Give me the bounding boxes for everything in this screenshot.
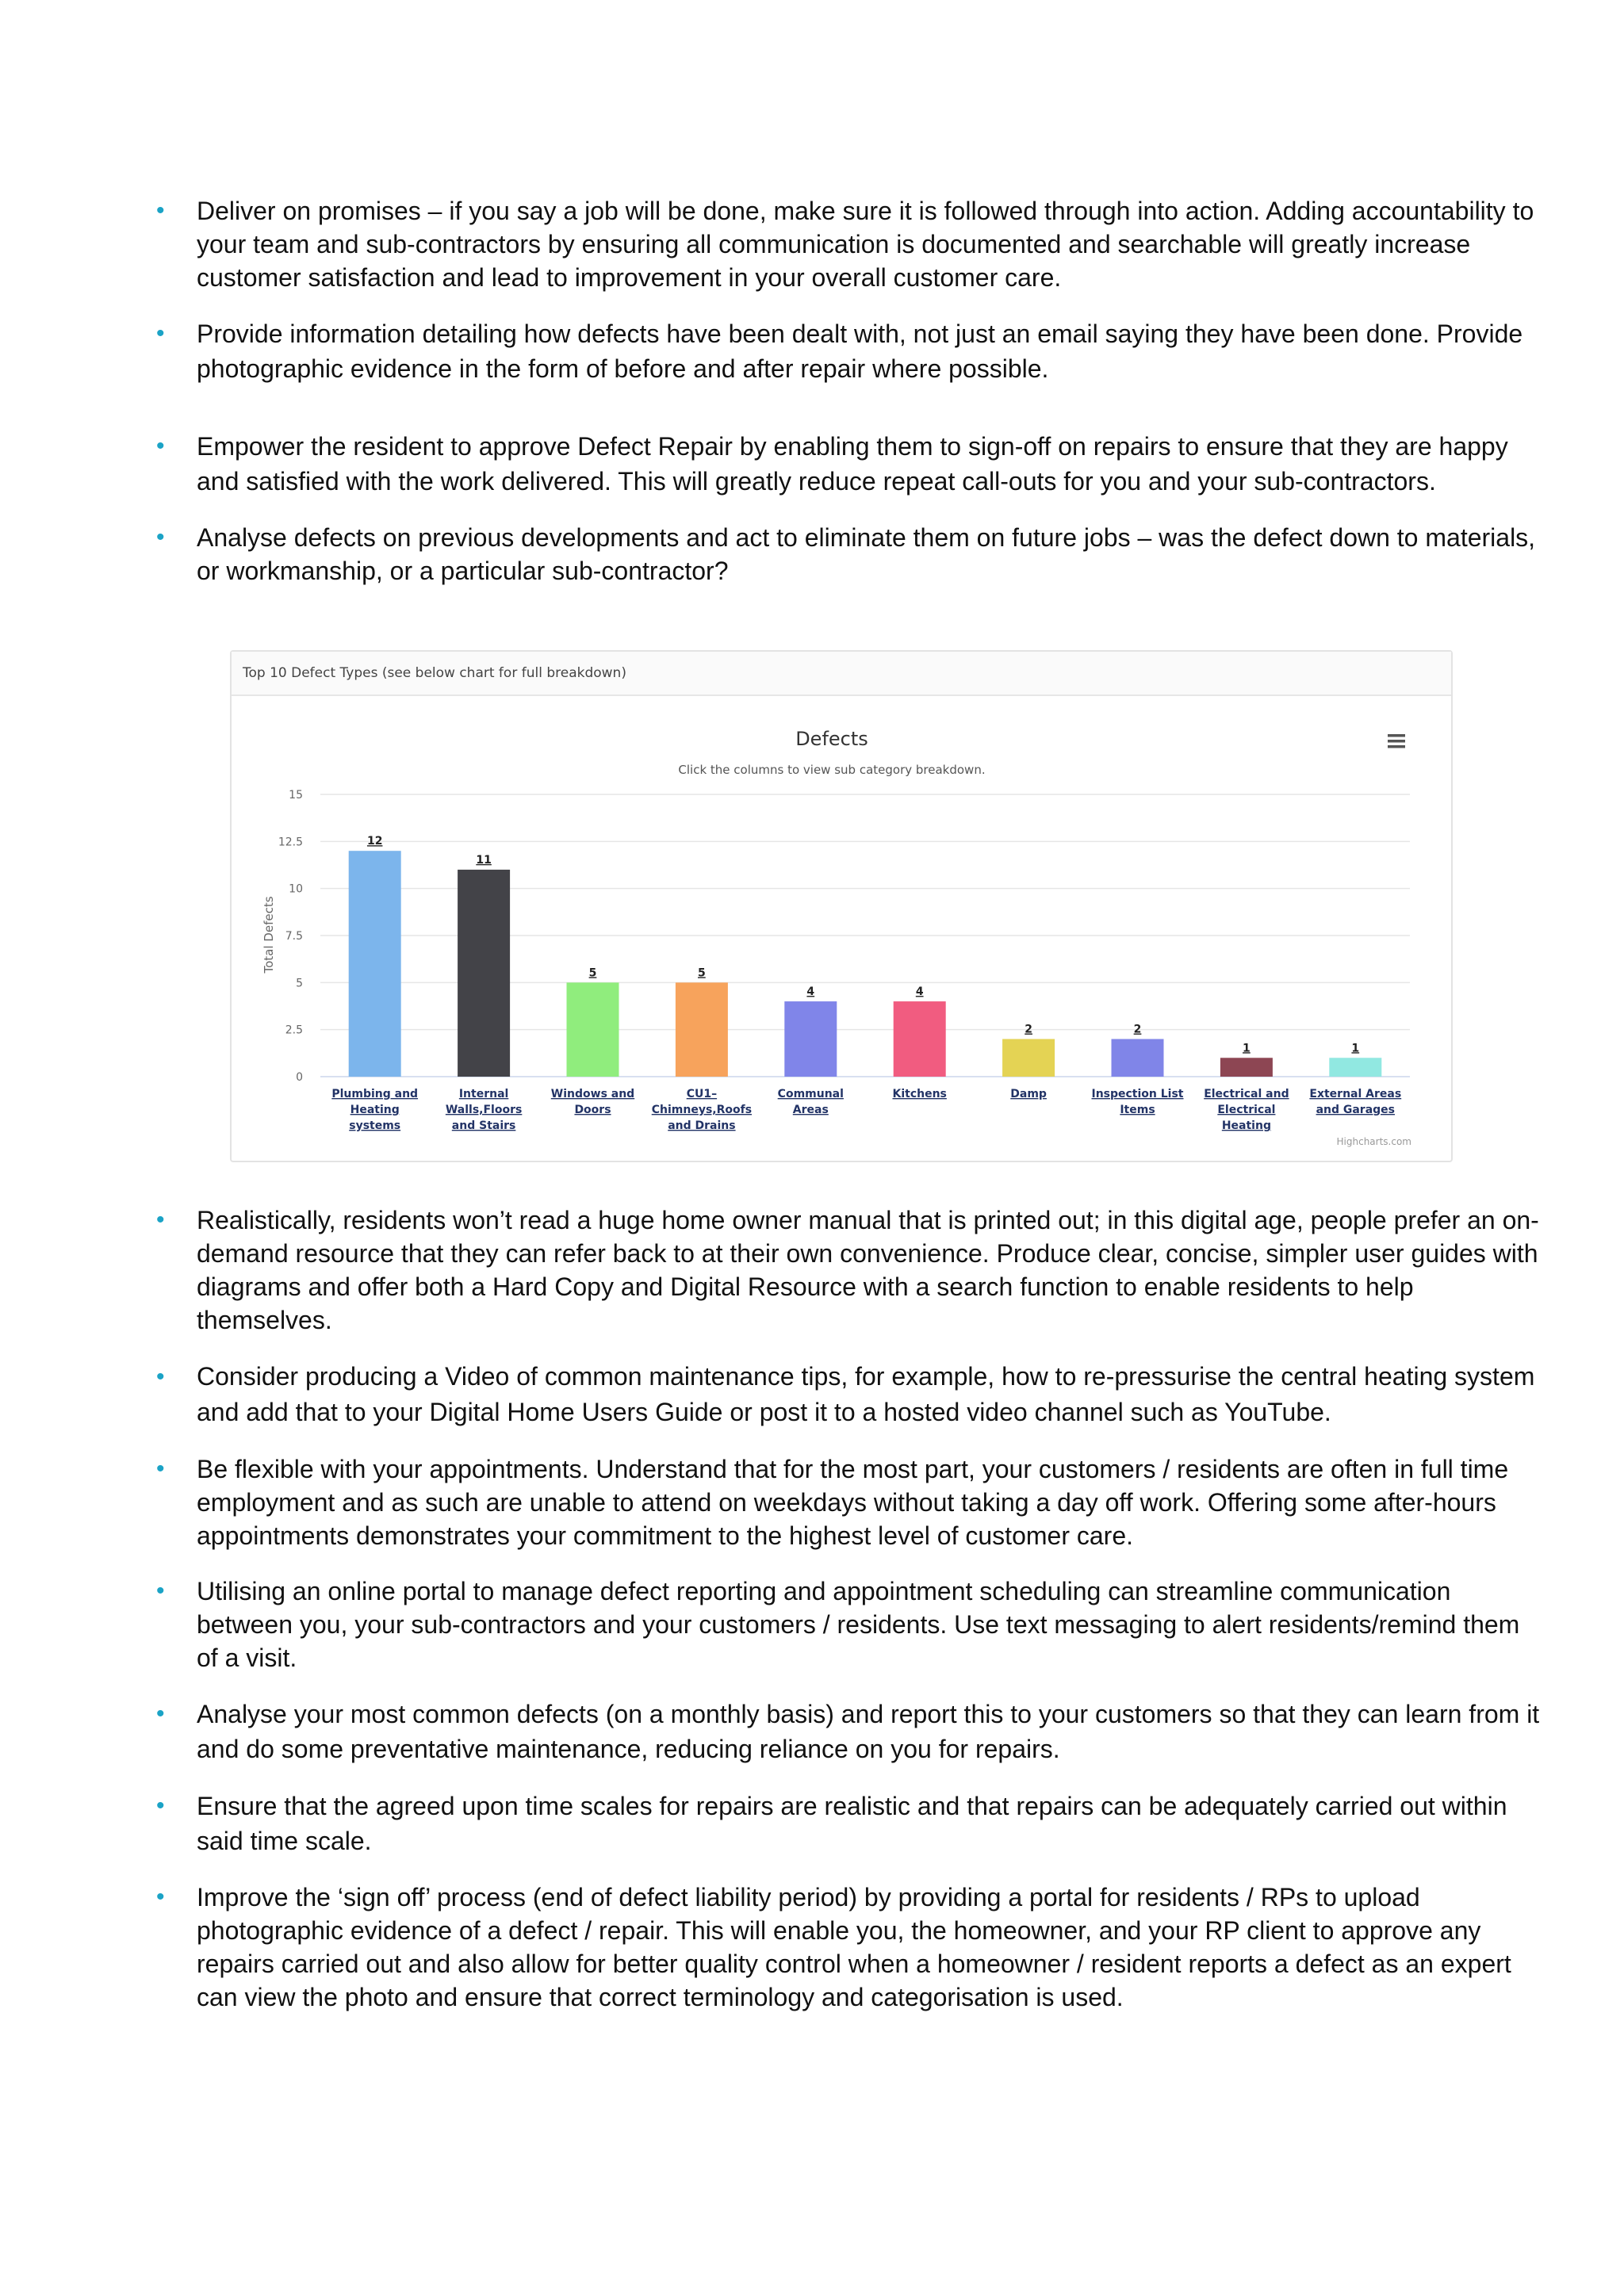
bullet-item bbox=[156, 1452, 1540, 1552]
x-tick-label[interactable]: Areas bbox=[792, 1104, 829, 1116]
data-label: 1 bbox=[1351, 1042, 1360, 1055]
x-tick-label[interactable]: Damp bbox=[1010, 1088, 1047, 1100]
x-tick-label[interactable]: Heating bbox=[350, 1104, 400, 1116]
bullet-icon: • bbox=[156, 197, 165, 224]
x-tick-label[interactable]: Walls,Floors bbox=[445, 1104, 523, 1116]
bullet-icon: • bbox=[156, 524, 165, 550]
bullet-text: Deliver on promises – if you say a job will be done, make sure it is followed through into action. Adding accountability to your team and sub-contractors by ensuring all communication is documented and searchable will greatly increase customer satisfaction and lead to improvement in your overall customer care. bbox=[197, 197, 1534, 292]
x-tick-label[interactable]: Plumbing and bbox=[331, 1088, 419, 1100]
bar[interactable] bbox=[458, 870, 510, 1077]
bullet-icon: • bbox=[156, 1701, 165, 1727]
bullet-text: Provide information detailing how defects have been dealt with, not just an email saying they have been done. Provide photographic evidence in the form of before and after repair where possible. bbox=[197, 320, 1523, 383]
bullet-icon: • bbox=[156, 1884, 165, 1910]
chart-panel-header: Top 10 Defect Types (see below chart for full breakdown) bbox=[232, 652, 1451, 696]
bullet-icon: • bbox=[156, 1207, 165, 1233]
x-tick-label[interactable]: Inspection List bbox=[1091, 1088, 1184, 1100]
bullet-icon: • bbox=[156, 1364, 165, 1390]
bullet-icon: • bbox=[156, 320, 165, 346]
bar[interactable] bbox=[1002, 1039, 1055, 1077]
bullet-text: Ensure that the agreed upon time scales for repairs are realistic and that repairs can be adequately carried out within said time scale. bbox=[197, 1792, 1507, 1855]
data-label: 4 bbox=[915, 985, 924, 999]
bullet-item bbox=[156, 1359, 1540, 1430]
chart-title: Defects bbox=[795, 728, 868, 750]
x-tick-label[interactable]: Items bbox=[1120, 1104, 1155, 1116]
x-tick-label[interactable]: Doors bbox=[574, 1104, 611, 1116]
data-label: 12 bbox=[366, 835, 383, 848]
bullet-item bbox=[156, 194, 1540, 294]
bullet-item bbox=[156, 1881, 1540, 2014]
bullet-text: Realistically, residents won’t read a huge home owner manual that is printed out; in this digital age, people prefer an on-demand resource that they can refer back to at their own convenience. Produce clear, concise, simpler user guides with diagrams and offer both a Hard Copy and Digital Resource with a search function to enable residents to help themselves. bbox=[197, 1206, 1539, 1334]
y-tick-label: 15 bbox=[289, 789, 303, 802]
bar[interactable] bbox=[1329, 1058, 1381, 1077]
bullet-list-top bbox=[156, 194, 1540, 587]
bullet-list-bottom bbox=[156, 1203, 1540, 2036]
x-tick-label[interactable]: Electrical bbox=[1217, 1104, 1276, 1116]
data-label: 5 bbox=[588, 966, 597, 980]
bullet-text: Analyse defects on previous developments and act to eliminate them on future jobs – was the defect down to materials, or workmanship, or a particular sub-contractor? bbox=[197, 523, 1536, 585]
chart-panel bbox=[230, 650, 1453, 1162]
bullet-item bbox=[156, 1697, 1540, 1766]
bar[interactable] bbox=[784, 1001, 837, 1077]
bar[interactable] bbox=[1220, 1058, 1273, 1077]
bullet-text: Be flexible with your appointments. Understand that for the most part, your customers / residents are often in full time employment and as such are unable to attend on weekdays without taking a day off work. Offering some after-hours appointments demonstrates your commitment to the highest level of customer care. bbox=[197, 1455, 1509, 1550]
data-label: 4 bbox=[806, 985, 815, 999]
bar[interactable] bbox=[349, 851, 401, 1077]
bullet-item bbox=[156, 1575, 1540, 1674]
y-tick-label: 2.5 bbox=[285, 1024, 303, 1037]
defects-chart bbox=[232, 652, 1451, 1161]
x-tick-label[interactable]: Chimneys,Roofs bbox=[651, 1104, 753, 1116]
chart-subtitle: Click the columns to view sub category breakdown. bbox=[678, 763, 986, 777]
bar[interactable] bbox=[894, 1001, 946, 1077]
y-tick-label: 10 bbox=[289, 882, 303, 896]
x-tick-label[interactable]: Communal bbox=[777, 1088, 844, 1100]
bullet-item bbox=[156, 316, 1540, 386]
data-label: 5 bbox=[698, 966, 706, 980]
bar[interactable] bbox=[676, 982, 728, 1077]
data-label: 2 bbox=[1025, 1023, 1032, 1036]
bar[interactable] bbox=[567, 982, 619, 1077]
x-tick-label[interactable]: and Drains bbox=[668, 1119, 736, 1132]
x-tick-label[interactable]: systems bbox=[349, 1119, 401, 1132]
bullet-text: Analyse your most common defects (on a monthly basis) and report this to your customers so that they can learn from it and do some preventative maintenance, reducing reliance on you for repairs. bbox=[197, 1700, 1540, 1763]
x-tick-label[interactable]: Windows and bbox=[550, 1088, 635, 1100]
x-tick-label[interactable]: Internal bbox=[458, 1088, 509, 1100]
bullet-icon: • bbox=[156, 1578, 165, 1604]
data-label: 11 bbox=[476, 853, 492, 867]
bullet-text: Improve the ‘sign off’ process (end of defect liability period) by providing a portal for residents / RPs to upload photographic evidence of a defect / repair. This will enable you, the homeowner, and your RP client to approve any repairs carried out and also allow for better quality control when a homeowner / resident reports a defect as an expert can view the photo and ensure that correct terminology and categorisation is used. bbox=[197, 1883, 1511, 2011]
y-tick-label: 12.5 bbox=[278, 836, 303, 849]
x-tick-label[interactable]: Electrical and bbox=[1204, 1088, 1289, 1100]
chart-credit: Highcharts.com bbox=[1336, 1136, 1411, 1147]
bullet-item bbox=[156, 429, 1540, 499]
y-tick-label: 5 bbox=[296, 977, 303, 990]
data-label: 2 bbox=[1133, 1023, 1142, 1036]
bullet-text: Consider producing a Video of common maintenance tips, for example, how to re-pressurise the central heating system and add that to your Digital Home Users Guide or post it to a hosted video channel such as YouTube. bbox=[197, 1362, 1535, 1426]
x-tick-label[interactable]: Heating bbox=[1221, 1119, 1271, 1132]
bullet-icon: • bbox=[156, 433, 165, 459]
bar[interactable] bbox=[1112, 1039, 1164, 1077]
bullet-text: Empower the resident to approve Defect Repair by enabling them to sign-off on repairs to ensure that they are happy and satisfied with the work delivered. This will greatly reduce repeat call-outs for you and your sub-contractors. bbox=[197, 432, 1508, 496]
bullet-item bbox=[156, 1203, 1540, 1337]
x-tick-label[interactable]: and Garages bbox=[1316, 1104, 1396, 1116]
x-tick-label[interactable]: Kitchens bbox=[892, 1088, 947, 1100]
bullet-icon: • bbox=[156, 1456, 165, 1482]
bullet-icon: • bbox=[156, 1793, 165, 1819]
y-axis-label: Total Defects bbox=[262, 896, 276, 974]
bullet-item bbox=[156, 1789, 1540, 1858]
bullet-text: Utilising an online portal to manage defect reporting and appointment scheduling can streamline communication between you, your sub-contractors and your customers / residents. Use text messaging to alert residents/remind them of a visit. bbox=[197, 1577, 1520, 1672]
y-tick-label: 0 bbox=[296, 1071, 303, 1084]
y-tick-label: 7.5 bbox=[285, 930, 303, 943]
hamburger-menu-icon[interactable] bbox=[1388, 734, 1405, 748]
x-tick-label[interactable]: External Areas bbox=[1309, 1088, 1402, 1100]
x-tick-label[interactable]: and Stairs bbox=[451, 1119, 516, 1132]
bullet-item bbox=[156, 521, 1540, 587]
x-tick-label[interactable]: CU1– bbox=[686, 1088, 718, 1100]
data-label: 1 bbox=[1243, 1042, 1251, 1055]
